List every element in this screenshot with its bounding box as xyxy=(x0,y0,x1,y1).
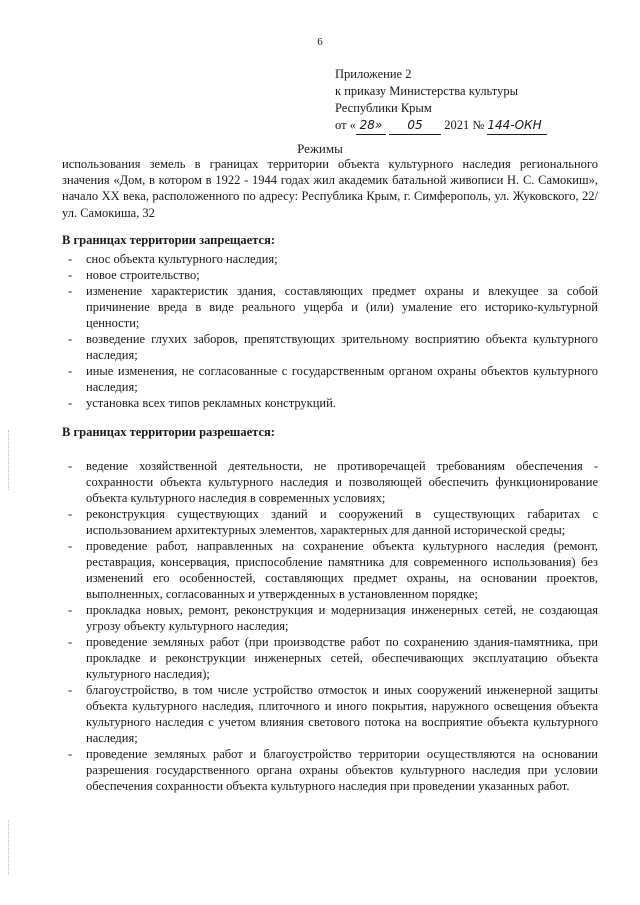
dash-marker: - xyxy=(68,284,73,298)
prohibited-heading: В границах территории запрещается: xyxy=(62,233,276,247)
list-item xyxy=(62,538,598,602)
document-title: Режимы xyxy=(297,141,343,156)
list-item-text: установка всех типов рекламных конструкций. xyxy=(86,396,336,410)
list-item xyxy=(62,267,598,283)
dash-marker: - xyxy=(68,603,73,617)
dash-marker: - xyxy=(68,396,73,410)
list-item xyxy=(62,395,598,411)
list-item xyxy=(62,458,598,506)
dash-marker: - xyxy=(68,683,73,697)
list-item-text: благоустройство, в том числе устройство отмосток и иных сооружений инженерной защиты объекта культурного наследия, плиточного и иного покрытия, наружного освещения объекта культурного наследия с учетом влияния светового потока на восприятие объекта культурного наследия; xyxy=(86,683,598,745)
list-item-text: новое строительство; xyxy=(86,268,200,282)
margin-scan-artifact xyxy=(8,820,10,875)
dash-marker: - xyxy=(68,747,73,761)
list-item-text: проведение земляных работ (при производстве работ по сохранению здания-памятника, при прокладке и реконструкции инженерных сетей, обеспечивающих эксплуатацию объекта культурного наследия); xyxy=(86,635,598,681)
margin-scan-artifact xyxy=(8,430,10,490)
appendix-header xyxy=(335,66,625,135)
list-item-text: снос объекта культурного наследия; xyxy=(86,252,278,266)
appendix-line: к приказу Министерства культуры xyxy=(335,84,518,98)
list-item-text: проведение работ, направленных на сохранение объекта культурного наследия (ремонт, реставрация, консервация, приспособление памятника для современного использования) без изменений его особенностей, составляющих предмет охраны, на основании проектов, выполненных, согласованных и утвержденных в установленном порядке; xyxy=(86,539,598,601)
dash-marker: - xyxy=(68,459,73,473)
list-item-text: изменение характеристик здания, составляющих предмет охраны и влекущее за собой причинение вреда в виде реального ущерба и (или) умаление его историко-культурной ценности; xyxy=(86,284,598,330)
list-item xyxy=(62,331,598,363)
permitted-list xyxy=(62,458,598,794)
appendix-date-line xyxy=(335,117,625,135)
dash-marker: - xyxy=(68,507,73,521)
dash-marker: - xyxy=(68,539,73,553)
page-number: 6 xyxy=(317,36,323,48)
dash-marker: - xyxy=(68,635,73,649)
list-item xyxy=(62,682,598,746)
list-item-text: проведение земляных работ и благоустройство территории осуществляются на основании разрешения государственного органа охраны объектов культурного наследия при условии обеспечения сохранности объекта культурного наследия при проведении указанных работ. xyxy=(86,747,598,793)
appendix-line: Республики Крым xyxy=(335,101,432,115)
list-item-text: ведение хозяйственной деятельности, не противоречащей требованиям обеспечения - сохранности объекта культурного наследия и позволяющей обеспечить функционирование объекта культурного наследия в современных условиях; xyxy=(86,459,598,505)
list-item-text: возведение глухих заборов, препятствующих зрительному восприятию объекта культурного наследия; xyxy=(86,332,598,362)
list-item-text: прокладка новых, ремонт, реконструкция и модернизация инженерных сетей, не создающая угрозу объекту культурного наследия; xyxy=(86,603,598,633)
document-intro: использования земель в границах территории объекта культурного наследия регионального значения «Дом, в котором в 1922 - 1944 годах жил академик батальной живописи Н. С. Самокиш», начало XX века, расположенного по адресу: Республика Крым, г. Симферополь, ул. Жуковского, 22/ул. Самокиша, 32 xyxy=(62,157,598,220)
permitted-heading: В границах территории разрешается: xyxy=(62,425,275,439)
date-prefix: от « xyxy=(335,118,356,132)
dash-marker: - xyxy=(68,332,73,346)
dash-marker: - xyxy=(68,268,73,282)
dash-marker: - xyxy=(68,252,73,266)
list-item-text: иные изменения, не согласованные с государственным органом охраны объектов культурного наследия; xyxy=(86,364,598,394)
prohibited-list xyxy=(62,251,598,411)
order-number-handwritten: 144-ОКН xyxy=(487,117,547,135)
list-item xyxy=(62,251,598,267)
list-item xyxy=(62,506,598,538)
list-item xyxy=(62,746,598,794)
date-month-handwritten: 05 xyxy=(389,117,441,135)
dash-marker: - xyxy=(68,364,73,378)
appendix-line: Приложение 2 xyxy=(335,67,412,81)
list-item-text: реконструкция существующих зданий и сооружений в существующих габаритах с использованием архитектурных элементов, характерных для данной исторической среды; xyxy=(86,507,598,537)
date-day-handwritten: 28» xyxy=(356,117,386,135)
list-item xyxy=(62,283,598,331)
list-item xyxy=(62,602,598,634)
date-year: 2021 № xyxy=(444,118,485,132)
list-item xyxy=(62,634,598,682)
list-item xyxy=(62,363,598,395)
